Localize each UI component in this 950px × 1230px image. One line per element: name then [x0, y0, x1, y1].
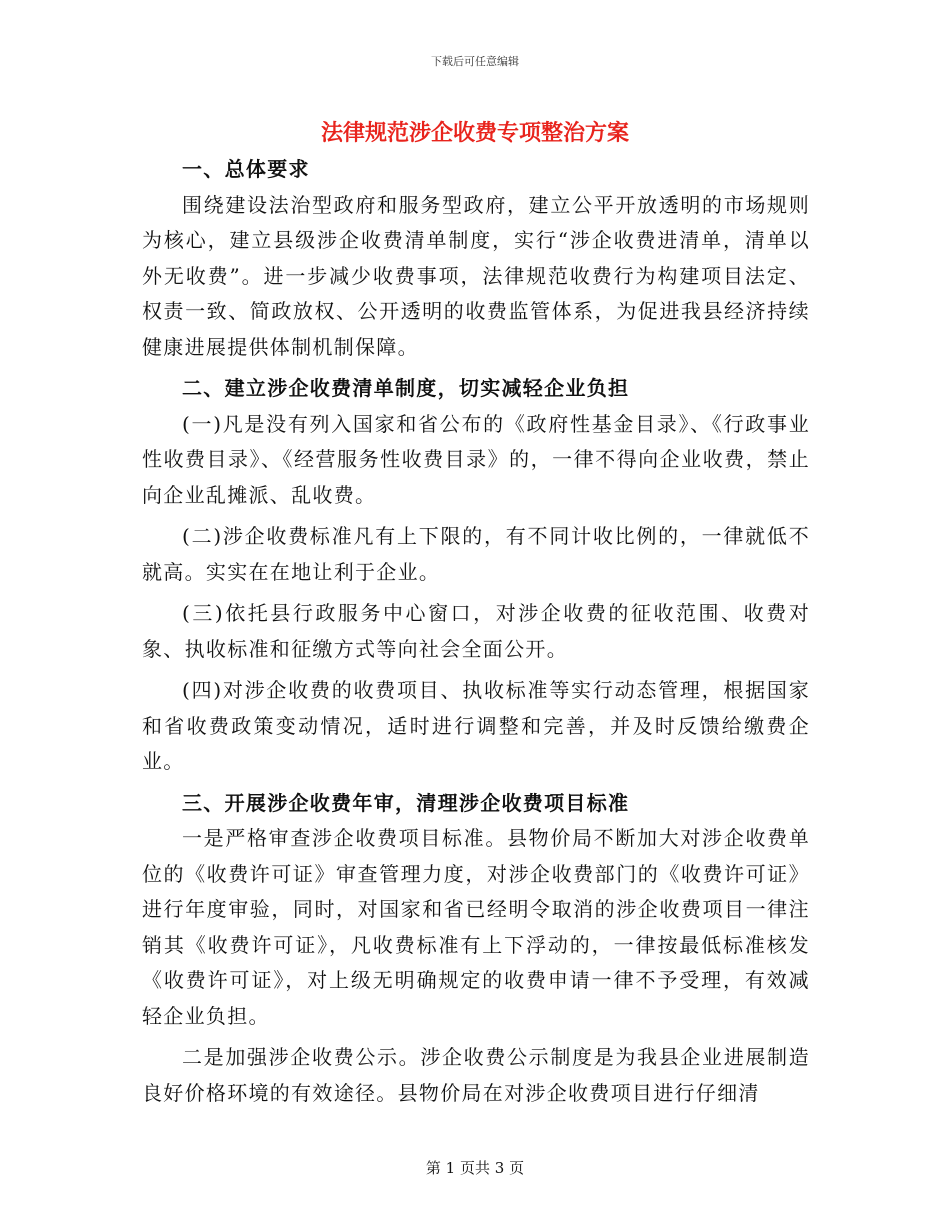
section-heading-2: 二、建立涉企收费清单制度，切实减轻企业负担 [182, 376, 630, 400]
document-body [142, 152, 810, 1111]
paragraph: (一)凡是没有列入国家和省公布的《政府性基金目录》、《行政事业性收费目录》、《经营服务性收费目录》的，一律不得向企业收费，禁止向企业乱摊派、乱收费。 [142, 411, 810, 507]
paragraph: 一是严格审查涉企收费项目标准。县物价局不断加大对涉企收费单位的《收费许可证》审查管理力度，对涉企收费部门的《收费许可证》进行年度审验，同时，对国家和省已经明令取消的涉企收费项目一律注销其《收费许可证》，凡收费标准有上下浮动的，一律按最低标准核发《收费许可证》，对上级无明确规定的收费申请一律不予受理，有效减轻企业负担。 [142, 826, 810, 1028]
header-note: 下载后可任意编辑 [431, 55, 519, 68]
paragraph: 围绕建设法治型政府和服务型政府，建立公平开放透明的市场规则为核心，建立县级涉企收费清单制度，实行“涉企收费进清单，清单以外无收费”。进一步减少收费事项，法律规范收费行为构建项目法定、权责一致、简政放权、公开透明的收费监管体系，为促进我县经济持续健康进展提供体制机制保障。 [142, 192, 810, 359]
document-title: 法律规范涉企收费专项整治方案 [320, 120, 629, 146]
paragraph: (二)涉企收费标准凡有上下限的，有不同计收比例的，一律就低不就高。实实在在地让利于企业。 [142, 524, 810, 584]
section-heading-1: 一、总体要求 [182, 157, 310, 181]
paragraph: (三)依托县行政服务中心窗口，对涉企收费的征收范围、收费对象、执收标准和征缴方式等向社会全面公开。 [142, 601, 810, 661]
paragraph: 二是加强涉企收费公示。涉企收费公示制度是为我县企业进展制造良好价格环境的有效途径。县物价局在对涉企收费项目进行仔细清 [142, 1045, 810, 1105]
page-number: 第 1 页共 3 页 [425, 1159, 525, 1177]
paragraph: (四)对涉企收费的收费项目、执收标准等实行动态管理，根据国家和省收费政策变动情况，适时进行调整和完善，并及时反馈给缴费企业。 [142, 678, 810, 773]
section-heading-3: 三、开展涉企收费年审，清理涉企收费项目标准 [182, 790, 630, 815]
